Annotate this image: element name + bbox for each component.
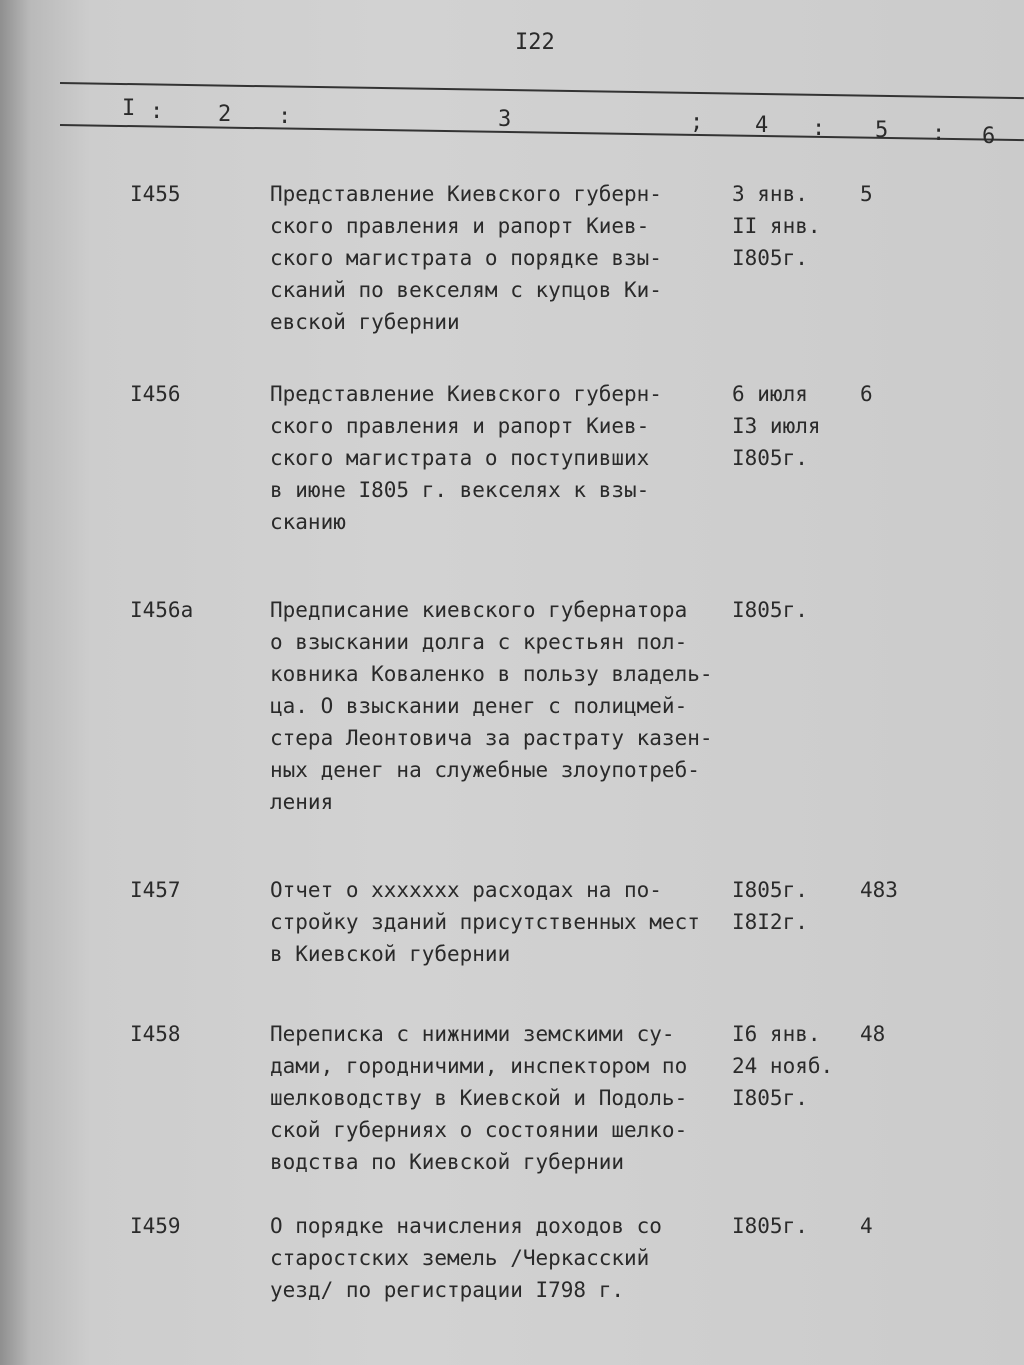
description-line: Отчет о ххххххх расходах на по-: [270, 878, 662, 902]
entry-number: I456: [130, 382, 181, 406]
header-column-marker: 5: [875, 118, 889, 144]
header-top-rule: [60, 82, 1024, 99]
entry-description: [270, 378, 662, 538]
header-column-marker: I: [122, 96, 136, 121]
entry-description: [270, 178, 662, 338]
entry-dates: [732, 1210, 808, 1242]
description-line: ского магистрата о поступивших: [270, 446, 650, 470]
description-line: уезд/ по регистрации I798 г.: [270, 1278, 625, 1302]
date-line: I805г.: [732, 246, 808, 270]
description-line: в Киевской губернии: [270, 942, 511, 966]
header-column-marker: :: [150, 98, 164, 124]
header-column-marker: 4: [755, 112, 769, 138]
date-line: I805г.: [732, 598, 808, 622]
description-line: стера Леонтовича за растрату казен-: [270, 726, 713, 750]
description-line: Переписка с нижними земскими су-: [270, 1022, 675, 1046]
description-line: старостских земель /Черкасский: [270, 1246, 650, 1270]
date-line: I3 июля: [732, 414, 821, 438]
description-line: ных денег на служебные злоупотреб-: [270, 758, 700, 782]
entry-number: I455: [130, 182, 181, 206]
description-line: Представление Киевского губерн-: [270, 382, 662, 406]
entry-number: I457: [130, 878, 181, 902]
sheet-count: 4: [860, 1214, 873, 1238]
date-line: II янв.: [732, 214, 821, 238]
page-number: I22: [515, 30, 555, 55]
date-line: 6 июля: [732, 382, 808, 406]
description-line: сканий по векселям с купцов Ки-: [270, 278, 662, 302]
entry-number: I456а: [130, 598, 194, 622]
sheet-count: 48: [860, 1022, 886, 1046]
date-line: 24 нояб.: [732, 1054, 834, 1078]
entry-description: [270, 1210, 662, 1306]
description-line: ского правления и рапорт Киев-: [270, 414, 650, 438]
date-line: I805г.: [732, 878, 808, 902]
description-line: ковника Коваленко в пользу владель-: [270, 662, 713, 686]
description-line: шелководству в Киевской и Подоль-: [270, 1086, 688, 1110]
description-line: ского правления и рапорт Киев-: [270, 214, 650, 238]
description-line: водства по Киевской губернии: [270, 1150, 625, 1174]
date-line: I805г.: [732, 446, 808, 470]
description-line: дами, городничими, инспектором по: [270, 1054, 688, 1078]
date-line: I805г.: [732, 1086, 808, 1110]
entry-dates: [732, 378, 821, 474]
entry-description: [270, 1018, 687, 1178]
description-line: Предписание киевского губернатора: [270, 598, 688, 622]
description-line: ления: [270, 790, 334, 814]
entry-dates: [732, 178, 821, 274]
header-column-marker: :: [278, 104, 292, 130]
date-line: I8I2г.: [732, 910, 808, 934]
description-line: евской губернии: [270, 310, 460, 334]
entry-dates: [732, 874, 808, 938]
sheet-count: 483: [860, 878, 898, 902]
entry-number: I459: [130, 1214, 181, 1238]
entry-description: [270, 874, 700, 970]
date-line: 3 янв.: [732, 182, 808, 206]
header-column-marker: 2: [218, 101, 232, 127]
date-line: I6 янв.: [732, 1022, 821, 1046]
sheet-count: 6: [860, 382, 873, 406]
entry-dates: [732, 594, 808, 626]
description-line: ца. О взыскании денег с полицмей-: [270, 694, 688, 718]
header-column-marker: :: [932, 121, 946, 147]
entry-description: [270, 594, 713, 818]
description-line: О порядке начисления доходов со: [270, 1214, 662, 1238]
date-line: I805г.: [732, 1214, 808, 1238]
header-column-marker: 3: [498, 107, 512, 133]
entry-dates: [732, 1018, 833, 1114]
description-line: ской губерниях о состоянии шелко-: [270, 1118, 688, 1142]
sheet-count: 5: [860, 182, 873, 206]
description-line: ского магистрата о порядке взы-: [270, 246, 662, 270]
description-line: в июне I805 г. векселях к взы-: [270, 478, 650, 502]
description-line: Представление Киевского губерн-: [270, 182, 662, 206]
description-line: сканию: [270, 510, 346, 534]
description-line: стройку зданий присутственных мест: [270, 910, 700, 934]
header-column-marker: ;: [690, 110, 704, 135]
header-column-marker: 6: [982, 124, 996, 149]
entry-number: I458: [130, 1022, 181, 1046]
header-column-marker: :: [812, 115, 826, 141]
description-line: о взыскании долга с крестьян пол-: [270, 630, 688, 654]
